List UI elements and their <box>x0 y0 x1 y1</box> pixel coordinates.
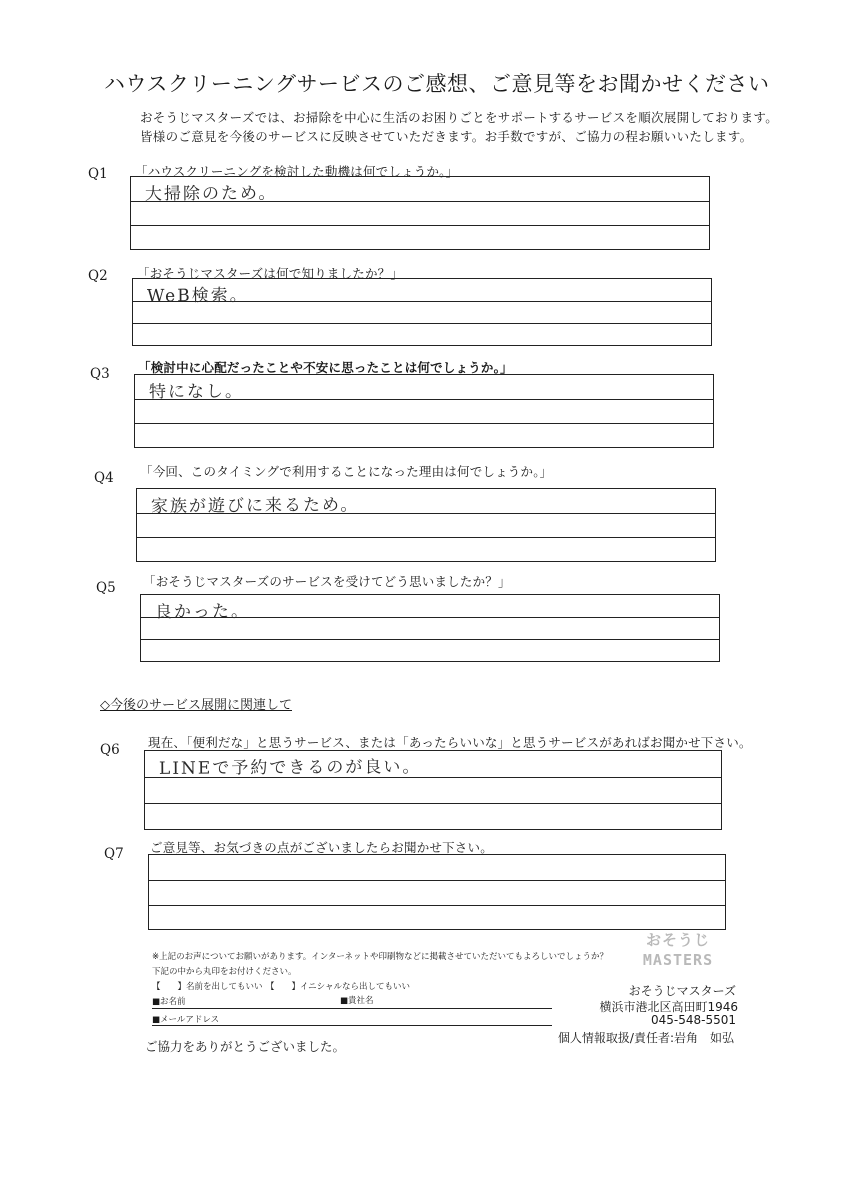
q1-answer-box[interactable] <box>130 176 710 250</box>
q7-number: Q7 <box>104 846 124 862</box>
q4-answer-box[interactable] <box>136 488 716 562</box>
q2-text: 「おそうじマスターズは何で知りましたか？」 <box>137 266 404 281</box>
q4-text: 「今回、このタイミングで利用することになった理由は何でしょうか。」 <box>140 464 553 479</box>
q6-answer-box[interactable] <box>144 750 722 830</box>
company-phone: 045-548-5501 <box>650 1013 736 1027</box>
q7-answer-box[interactable] <box>148 854 726 930</box>
q2-answer-box[interactable] <box>132 278 712 346</box>
q2-number: Q2 <box>88 268 108 284</box>
q5-answer-box[interactable] <box>140 594 720 662</box>
email-label: ■メールアドレス <box>152 1015 220 1025</box>
q1-answer: 大掃除のため。 <box>144 183 278 205</box>
q4-number: Q4 <box>94 470 114 486</box>
company-name: おそうじマスターズ <box>628 984 736 998</box>
q5-answer: 良かった。 <box>154 601 251 623</box>
option-initial-ok[interactable]: 【 】イニシャルなら出してもいい <box>266 982 410 992</box>
q3-text: 「検討中に心配だったことや不安に思ったことは何でしょうか。」 <box>138 360 513 375</box>
q5-text: 「おそうじマスターズのサービスを受けてどう思いましたか？」 <box>143 574 511 589</box>
q6-text: 現在、「便利だな」と思うサービス、または「あったらいいな」と思うサービスがあればお聞かせ下さい。 <box>148 735 752 750</box>
privacy-manager: 個人情報取扱/責任者:岩角 如弘 <box>557 1031 734 1045</box>
q6-answer: LINEで予約できるのが良い。 <box>158 757 422 779</box>
email-field-line[interactable] <box>152 1025 552 1026</box>
q3-answer: 特になし。 <box>148 381 245 403</box>
q6-number: Q6 <box>100 742 120 758</box>
q3-number: Q3 <box>90 366 110 382</box>
thanks-message: ご協力をありがとうございました。 <box>145 1039 346 1054</box>
q7-text: ご意見等、お気づきの点がございましたらお聞かせ下さい。 <box>150 840 493 855</box>
q1-text: 「ハウスクリーニングを検討した動機は何でしょうか。」 <box>135 164 459 179</box>
company-logo: おそうじ MASTERS <box>642 931 714 969</box>
title-text: ハウスクリーニングサービスのご感想、ご意見等をお聞かせください <box>104 72 770 96</box>
q2-answer: WeB検索。 <box>146 285 249 307</box>
permission-instruction: 下記の中から丸印をお付けください。 <box>152 967 297 977</box>
q3-answer-box[interactable] <box>134 374 714 448</box>
intro-line-2: 皆様のご意見を今後のサービスに反映させていただきます。お手数ですが、ご協力の程お願いいたします。 <box>140 129 753 144</box>
page-title <box>90 68 780 98</box>
q5-number: Q5 <box>96 580 116 596</box>
permission-note: ※上記のお声についてお願いがあります。インターネットや印刷物などに掲載させていただいてもよろしいでしょうか？ <box>152 952 609 962</box>
option-name-ok[interactable]: 【 】名前を出してもいい <box>152 982 263 992</box>
company-address: 横浜市港北区高田町1946 <box>599 1000 738 1014</box>
company-label: ■貴社名 <box>340 996 374 1006</box>
section-heading: ◇今後のサービス展開に関連して <box>100 698 292 713</box>
intro-line-1: おそうじマスターズでは、お掃除を中心に生活のお困りごとをサポートするサービスを順次展開しております。 <box>140 110 779 125</box>
name-field-line[interactable] <box>152 1008 552 1009</box>
q4-answer: 家族が遊びに来るため。 <box>150 495 360 517</box>
name-label: ■お名前 <box>152 997 186 1007</box>
q1-number: Q1 <box>88 166 108 182</box>
